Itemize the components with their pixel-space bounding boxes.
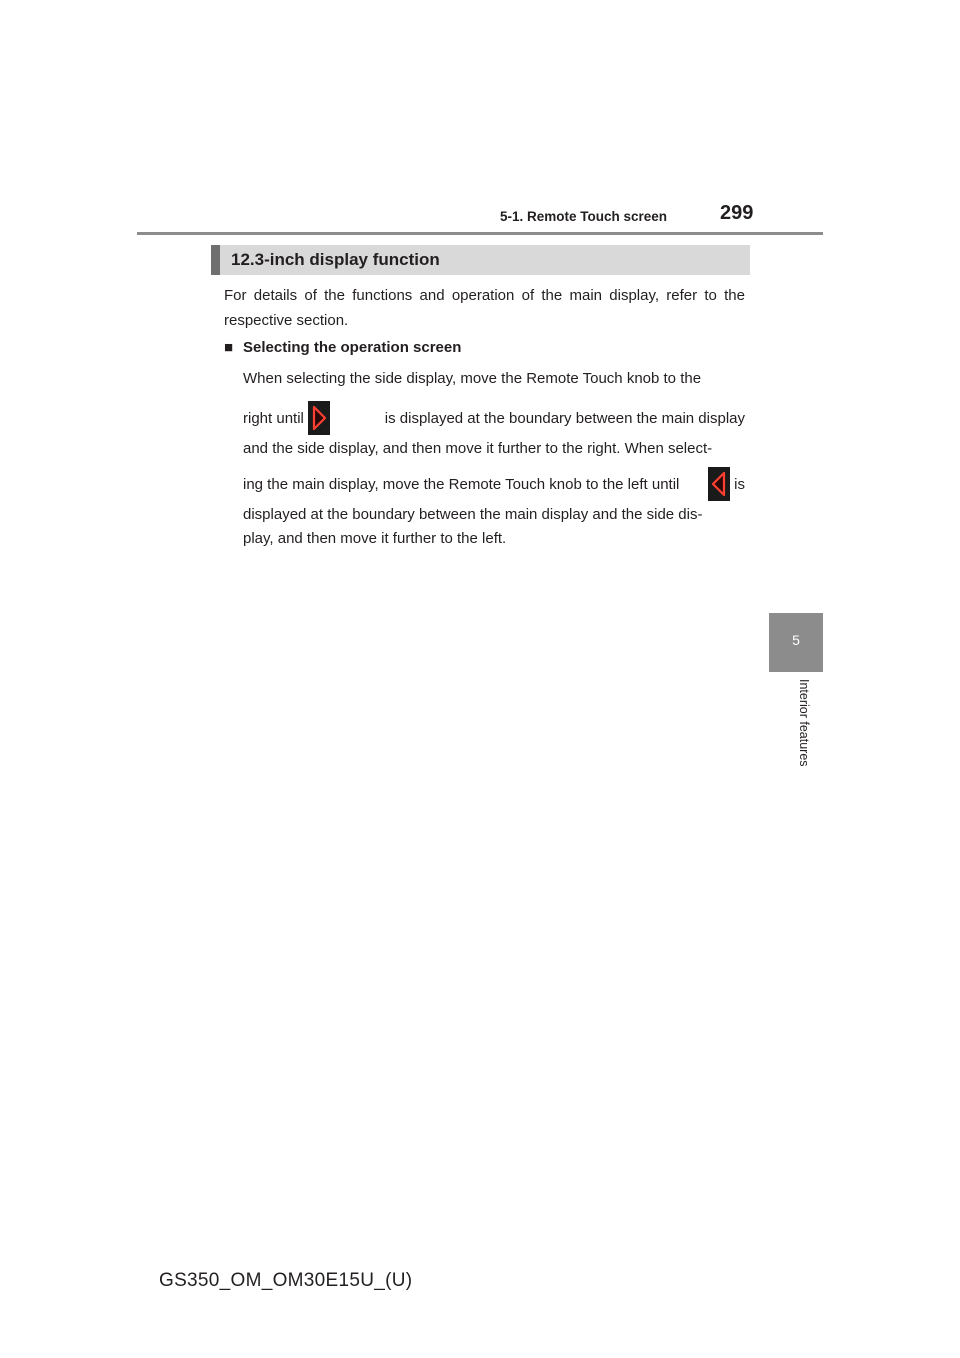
left-arrow-icon: [708, 467, 730, 501]
intro-paragraph: For details of the functions and operation of the main display, refer to the respective section.: [224, 287, 745, 329]
chapter-name: Interior features: [797, 679, 811, 767]
section-title: 12.3-inch display function: [231, 250, 440, 269]
header-section-ref: 5-1. Remote Touch screen: [500, 209, 668, 224]
body-line-2a-text: right until: [243, 409, 304, 427]
body-line-4: [243, 467, 745, 501]
body-line-4a-text: ing the main display, move the Remote Touch knob to the left until: [243, 475, 680, 493]
body-line-2-start: [243, 401, 334, 435]
body-line-4-end: [704, 467, 745, 501]
body-line-4b-text: is: [734, 475, 745, 493]
chapter-number: 5: [792, 632, 800, 648]
body-line-5-text: displayed at the boundary between the main display and the side dis-: [243, 506, 703, 523]
footer-document-code: GS350_OM_OM30E15U_(U): [159, 1270, 413, 1291]
body-line-3: [243, 440, 745, 457]
body-line-6: [243, 530, 745, 547]
body-line-3-text: and the side display, and then move it further to the right. When select-: [243, 440, 713, 457]
chapter-tab: [769, 613, 823, 672]
header-rule: [137, 232, 823, 235]
body-line-1-text: When selecting the side display, move the Remote Touch knob to the: [243, 370, 702, 387]
section-heading-bar: [211, 245, 750, 275]
body-line-5: [243, 506, 745, 523]
bullet-symbol: ■: [224, 339, 234, 356]
body-line-1: [243, 370, 745, 387]
bullet-heading: [224, 339, 461, 356]
body-line-6-text: play, and then move it further to the left.: [243, 530, 507, 547]
page-number: 299: [720, 202, 754, 224]
right-arrow-icon: [308, 401, 330, 435]
body-line-2: [243, 401, 745, 435]
bullet-heading-text: Selecting the operation screen: [243, 339, 462, 356]
body-line-2b-text: is displayed at the boundary between the main display: [384, 409, 745, 427]
chapter-side: [757, 679, 837, 789]
